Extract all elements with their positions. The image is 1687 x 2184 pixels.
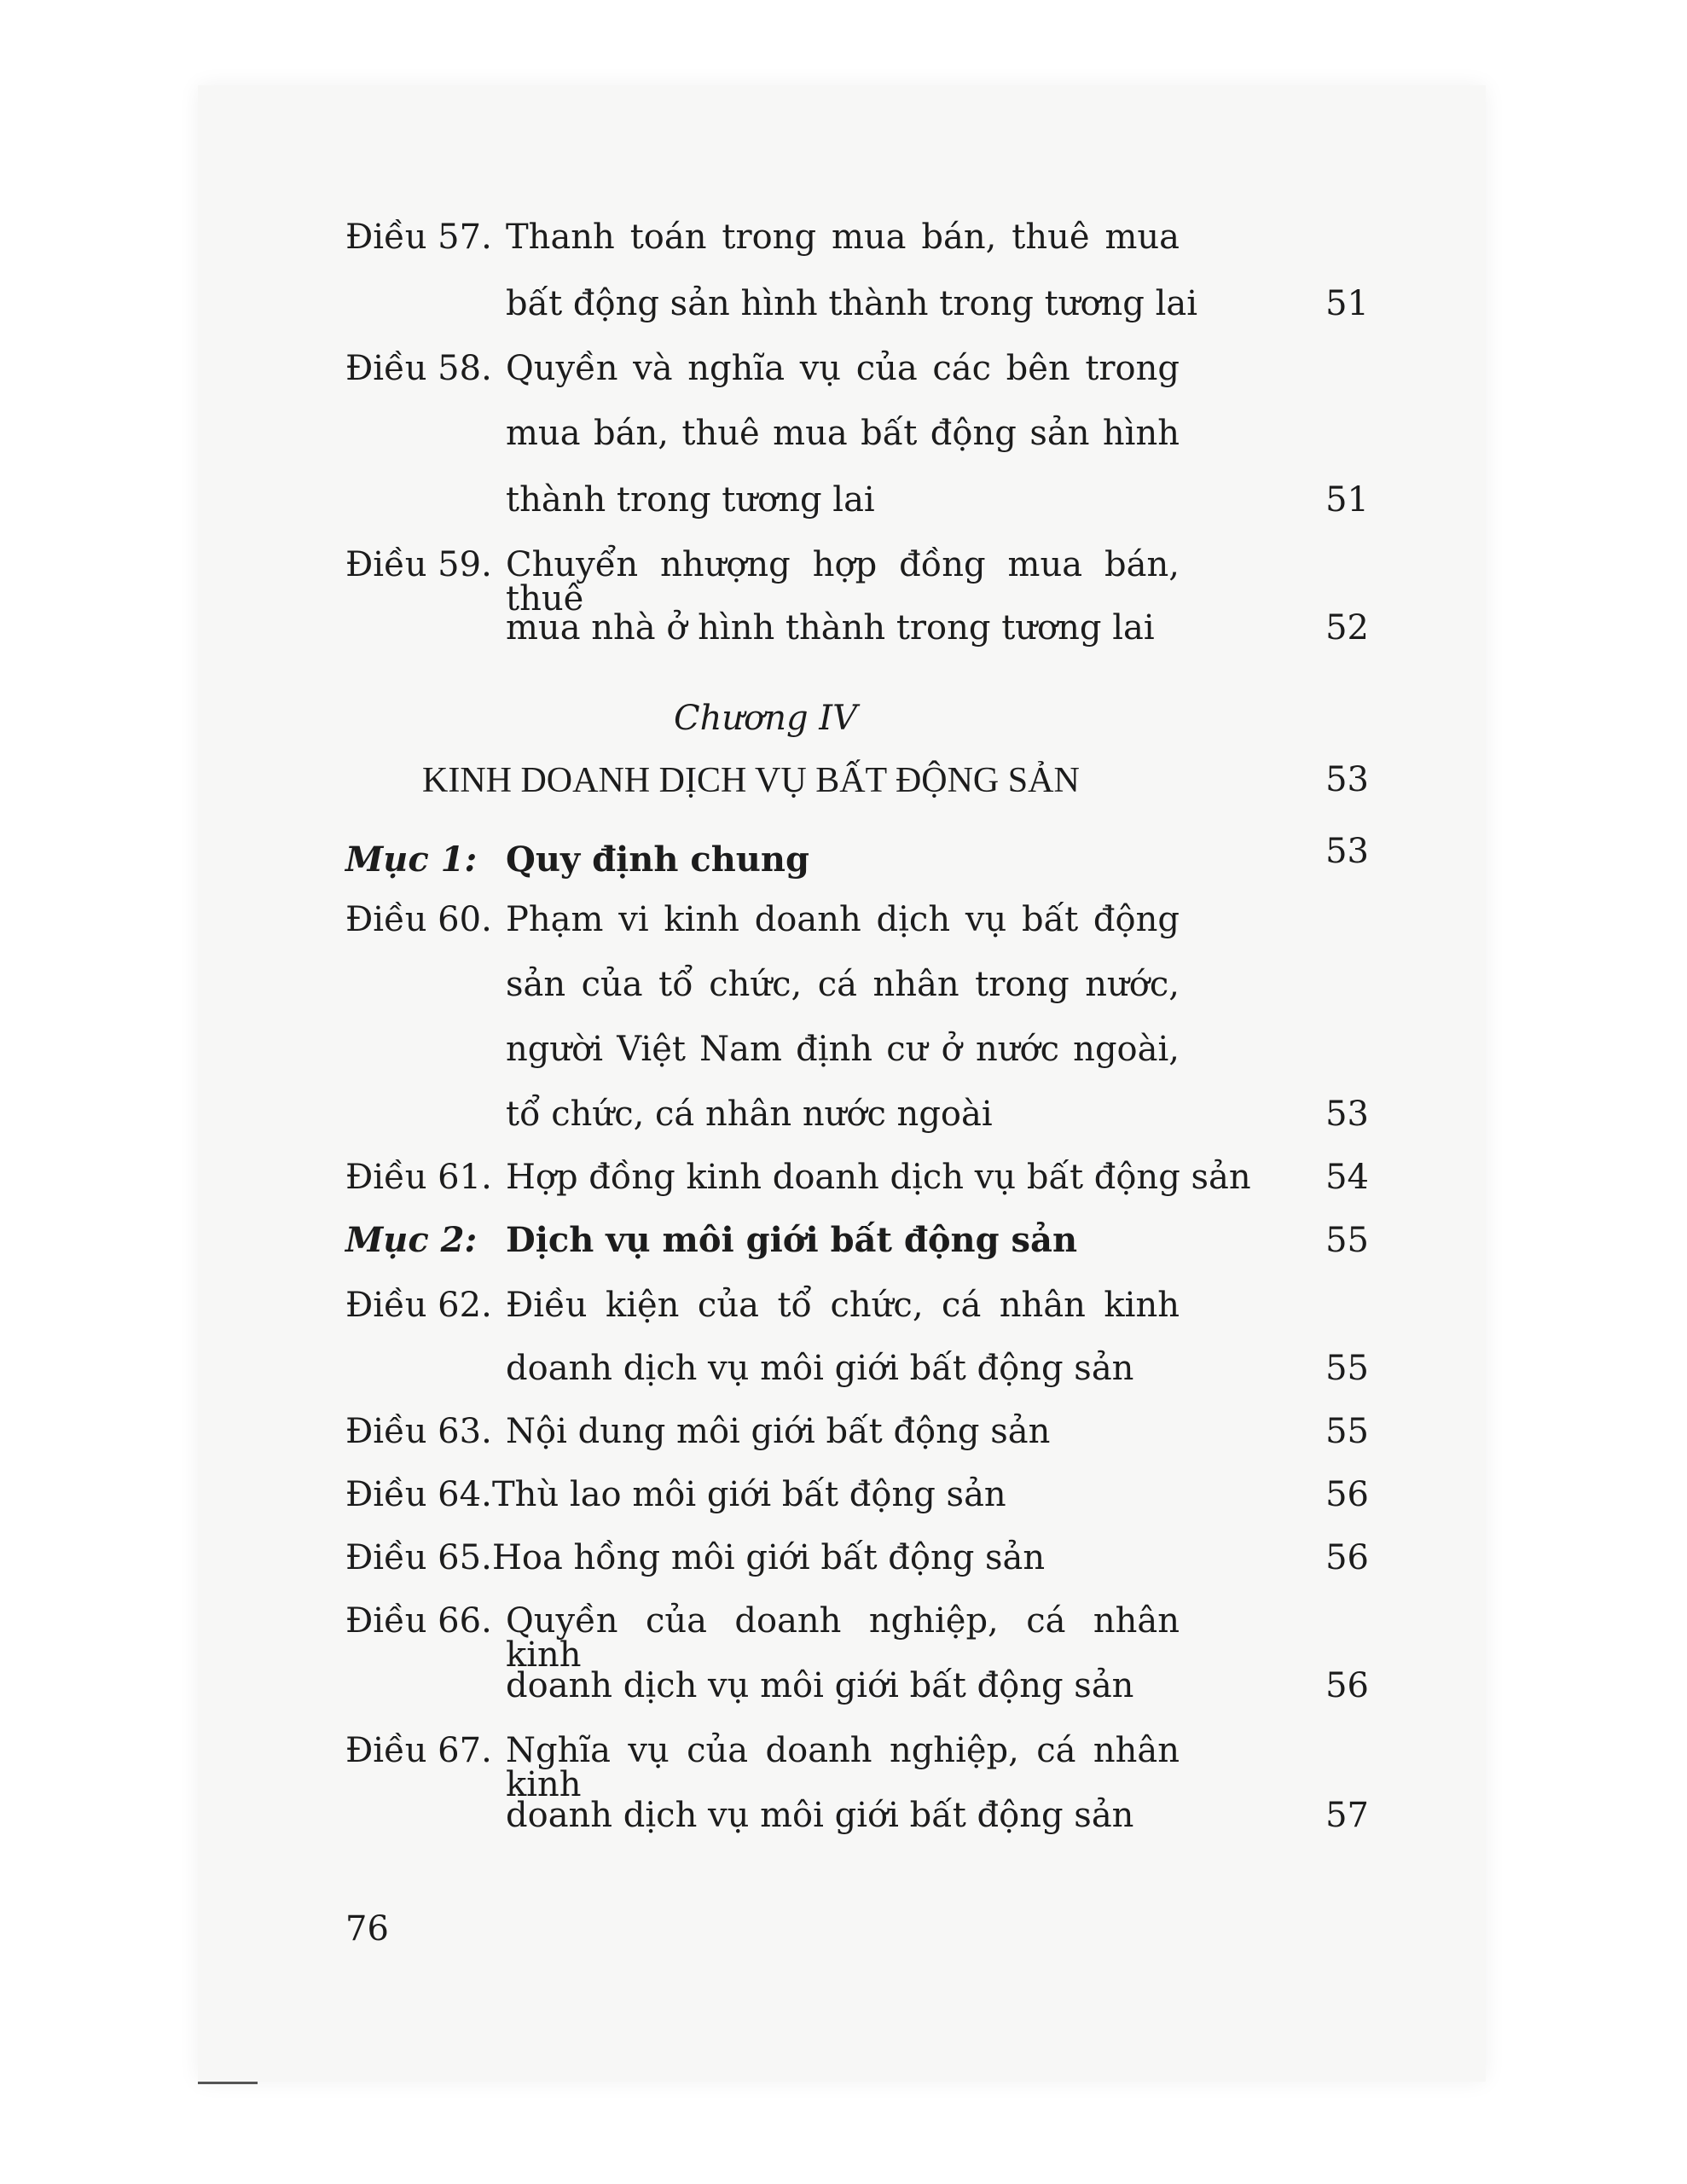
entry-label: Điều 66. (345, 1601, 492, 1641)
page-number: 51 (1325, 480, 1369, 520)
toc-entry-dieu-60-cont2 (345, 1032, 1369, 1095)
entry-label: Điều 67. (345, 1731, 492, 1770)
entry-title-line: Thanh toán trong mua bán, thuê mua (506, 218, 1180, 257)
entry-title-line: bất động sản hình thành trong tương lai (506, 284, 1198, 323)
entry-label: Điều 58. (345, 349, 492, 388)
page-edge-mark (198, 2082, 258, 2084)
chapter-title-line (345, 701, 1369, 764)
toc-entry-dieu-59 (345, 545, 1369, 619)
toc-entry-dieu-66-cont (345, 1666, 1369, 1732)
entry-label: Điều 63. (345, 1412, 492, 1451)
toc-entry-dieu-58 (345, 351, 1369, 415)
entry-title-line: Quyền của doanh nghiệp, cá nhân kinh (506, 1601, 1180, 1675)
chapter-heading-line (345, 760, 1369, 826)
entry-title-line: sản của tổ chức, cá nhân trong nước, (506, 965, 1180, 1004)
entry-title-line: mua bán, thuê mua bất động sản hình (506, 414, 1180, 453)
toc-entry-dieu-63 (345, 1414, 1369, 1478)
entry-title-line: Nội dung môi giới bất động sản (506, 1412, 1051, 1451)
toc-entry-dieu-60 (345, 900, 1369, 966)
page-number: 56 (1325, 1475, 1369, 1514)
page-number: 55 (1325, 1412, 1369, 1451)
page-number: 54 (1325, 1158, 1369, 1197)
entry-title-line: Chuyển nhượng hợp đồng mua bán, thuê (506, 545, 1180, 619)
toc-entry-dieu-62-cont (345, 1351, 1369, 1414)
toc-section-muc-2 (345, 1220, 1369, 1287)
toc-entry-dieu-60-cont (345, 967, 1369, 1031)
toc-entry-dieu-64 (345, 1475, 1369, 1541)
entry-label: Điều 61. (345, 1158, 492, 1197)
section-title: Dịch vụ môi giới bất động sản (506, 1220, 1078, 1260)
toc-entry-dieu-66 (345, 1601, 1369, 1675)
entry-title-line: doanh dịch vụ môi giới bất động sản (506, 1666, 1134, 1705)
entry-title-line: doanh dịch vụ môi giới bất động sản (506, 1796, 1134, 1835)
toc-section-muc-1 (345, 832, 1369, 906)
entry-title-line: Hoa hồng môi giới bất động sản (492, 1538, 1046, 1577)
page-number: 52 (1325, 608, 1369, 648)
toc-entry-dieu-58-cont2 (345, 480, 1369, 546)
entry-title-line: Nghĩa vụ của doanh nghiệp, cá nhân kinh (506, 1731, 1180, 1804)
section-label: Mục 1: (345, 839, 478, 880)
entry-title-line: thành trong tương lai (506, 480, 875, 520)
entry-title-line: người Việt Nam định cư ở nước ngoài, (506, 1030, 1180, 1069)
entry-title-line: Hợp đồng kinh doanh dịch vụ bất động sản (506, 1158, 1251, 1197)
entry-title-line: Phạm vi kinh doanh dịch vụ bất động (506, 900, 1180, 939)
entry-title-line: Điều kiện của tổ chức, cá nhân kinh (506, 1286, 1180, 1325)
entry-label: Điều 57. (345, 218, 492, 257)
page-number: 51 (1325, 284, 1369, 323)
entry-title-line: mua nhà ở hình thành trong tương lai (506, 608, 1155, 648)
page-number: 55 (1325, 1221, 1369, 1260)
page-number: 56 (1325, 1666, 1369, 1705)
toc-entry-dieu-65 (345, 1538, 1369, 1604)
entry-title-line: Quyền và nghĩa vụ của các bên trong (506, 349, 1180, 388)
section-title: Quy định chung (506, 839, 809, 880)
page-number: 57 (1325, 1796, 1369, 1835)
toc-entry-dieu-57 (345, 220, 1369, 283)
toc-entry-dieu-57-cont (345, 284, 1369, 350)
toc-entry-dieu-62 (345, 1288, 1369, 1351)
toc-entry-dieu-59-cont (345, 608, 1369, 674)
page-number: 53 (1325, 1095, 1369, 1134)
entry-label: Điều 64. (345, 1475, 492, 1514)
entry-title-line: Thù lao môi giới bất động sản (492, 1475, 1006, 1514)
toc-entry-dieu-61 (345, 1160, 1369, 1223)
toc-entry-dieu-67 (345, 1731, 1369, 1804)
toc-entry-dieu-60-cont3 (345, 1097, 1369, 1160)
page-number: 55 (1325, 1349, 1369, 1388)
entry-label: Điều 60. (345, 900, 492, 939)
entry-title-line: tổ chức, cá nhân nước ngoài (506, 1095, 993, 1134)
page-number: 56 (1325, 1538, 1369, 1577)
chapter-title: Chương IV (674, 699, 857, 738)
folio-page-number: 76 (345, 1909, 389, 1949)
toc-entry-dieu-58-cont (345, 416, 1369, 479)
page-number: 53 (1325, 760, 1369, 799)
toc-entry-dieu-67-cont (345, 1798, 1369, 1862)
entry-label: Điều 59. (345, 545, 492, 584)
entry-label: Điều 62. (345, 1286, 492, 1325)
entry-title-line: doanh dịch vụ môi giới bất động sản (506, 1349, 1134, 1388)
chapter-heading: KINH DOANH DỊCH VỤ BẤT ĐỘNG SẢN (422, 761, 1080, 800)
section-label: Mục 2: (345, 1220, 478, 1260)
page-number: 53 (1325, 832, 1369, 871)
entry-label: Điều 65. (345, 1538, 492, 1577)
